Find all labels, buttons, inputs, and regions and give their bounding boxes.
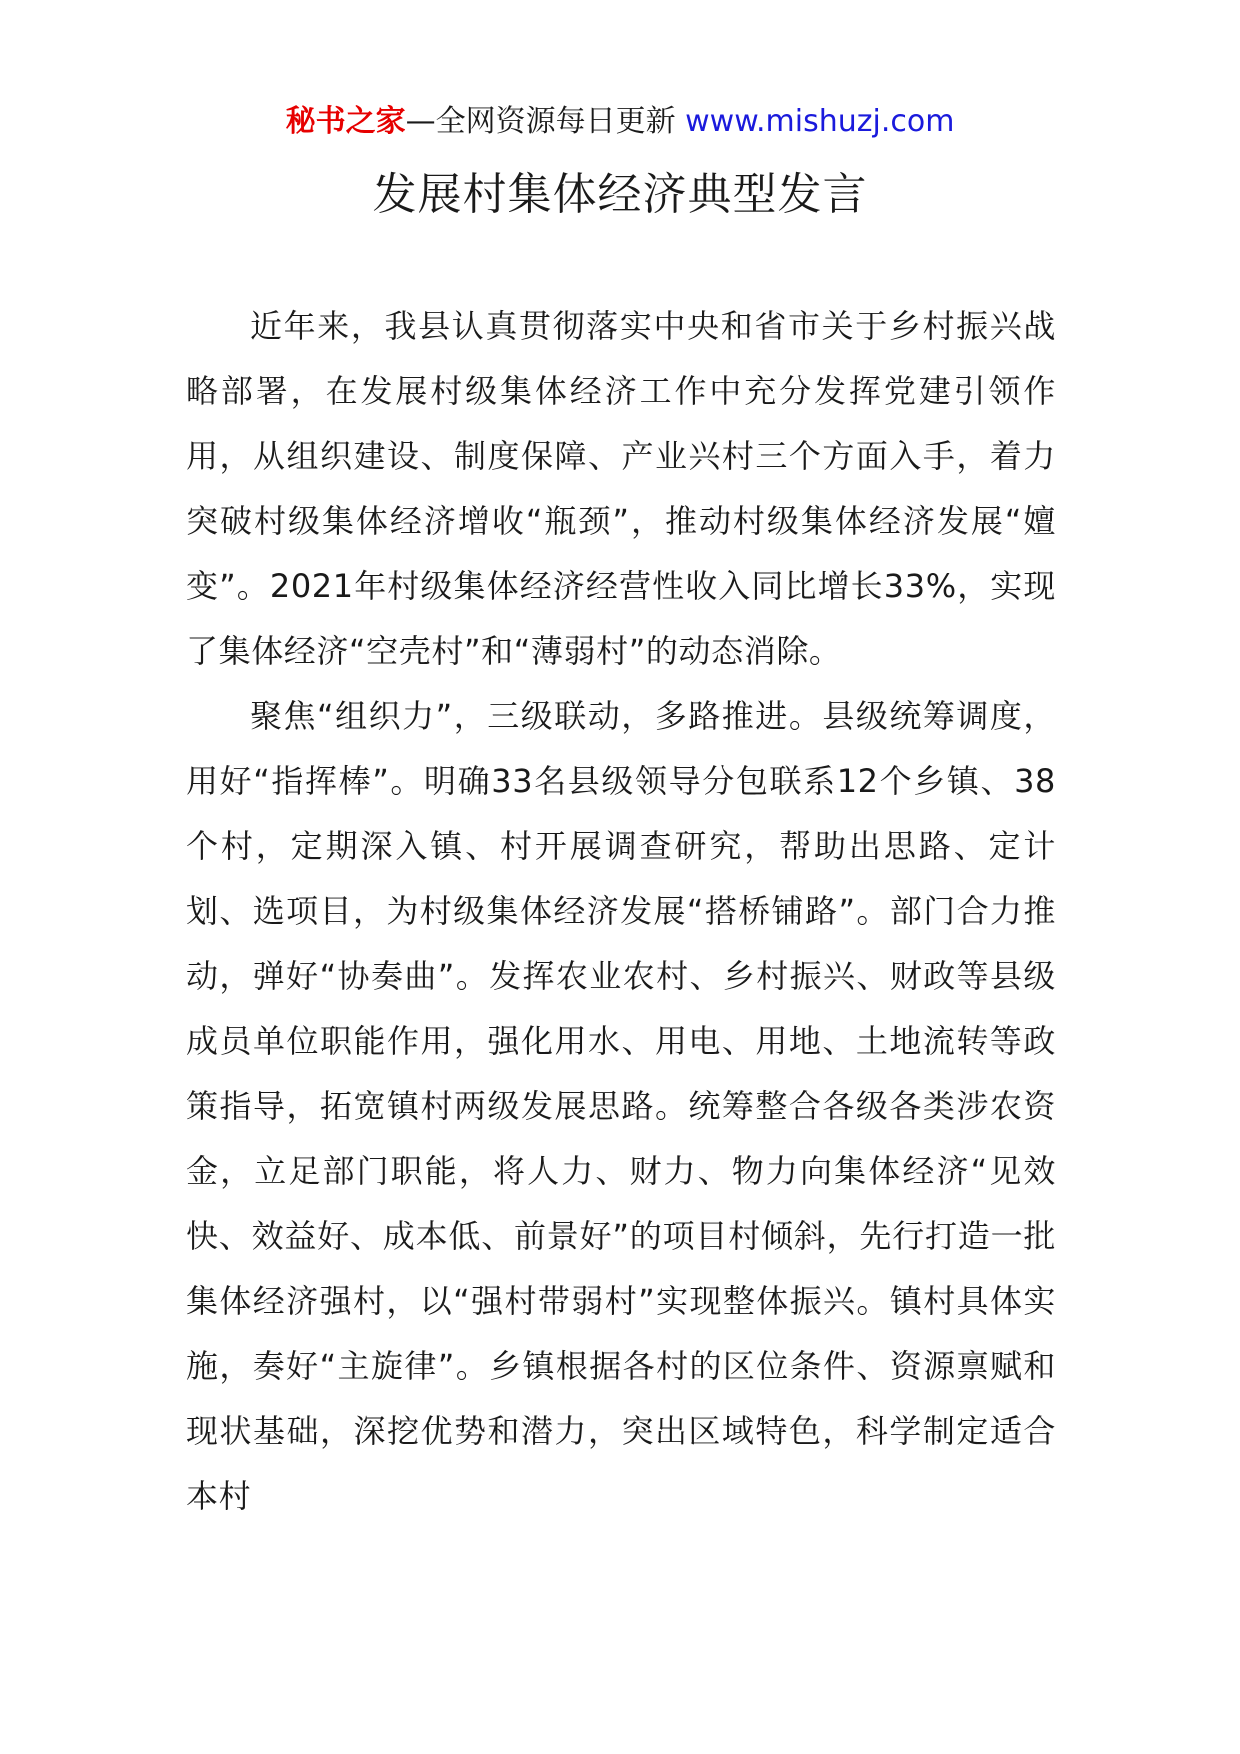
- document-title: 发展村集体经济典型发言: [372, 169, 868, 220]
- document-body: [186, 294, 1056, 1529]
- header-tagline: —全网资源每日更新: [405, 104, 686, 139]
- paragraph-organization: 聚焦“组织力”，三级联动，多路推进。县级统筹调度，用好“指挥棒”。明确33名县级领导分包联系12个乡镇、38个村，定期深入镇、村开展调查研究，帮助出思路、定计划、选项目，为村级集体经济发展“搭桥铺路”。部门合力推动，弹好“协奏曲”。发挥农业农村、乡村振兴、财政等县级成员单位职能作用，强化用水、用电、用地、土地流转等政策指导，拓宽镇村两级发展思路。统筹整合各级各类涉农资金，立足部门职能，将人力、财力、物力向集体经济“见效快、效益好、成本低、前景好”的项目村倾斜，先行打造一批集体经济强村，以“强村带弱村”实现整体振兴。镇村具体实施，奏好“主旋律”。乡镇根据各村的区位条件、资源禀赋和现状基础，深挖优势和潜力，突出区域特色，科学制定适合本村: [186, 697, 1056, 1515]
- brand-name: 秘书之家: [285, 104, 406, 139]
- paragraph-intro: 近年来，我县认真贯彻落实中央和省市关于乡村振兴战略部署，在发展村级集体经济工作中充分发挥党建引领作用，从组织建设、制度保障、产业兴村三个方面入手，着力突破村级集体经济增收“瓶颈”，推动村级集体经济发展“嬗变”。2021年村级集体经济经营性收入同比增长33%，实现了集体经济“空壳村”和“薄弱村”的动态消除。: [186, 307, 1056, 670]
- site-header: [0, 100, 1240, 144]
- site-url-link[interactable]: www.mishuzj.com: [685, 104, 955, 139]
